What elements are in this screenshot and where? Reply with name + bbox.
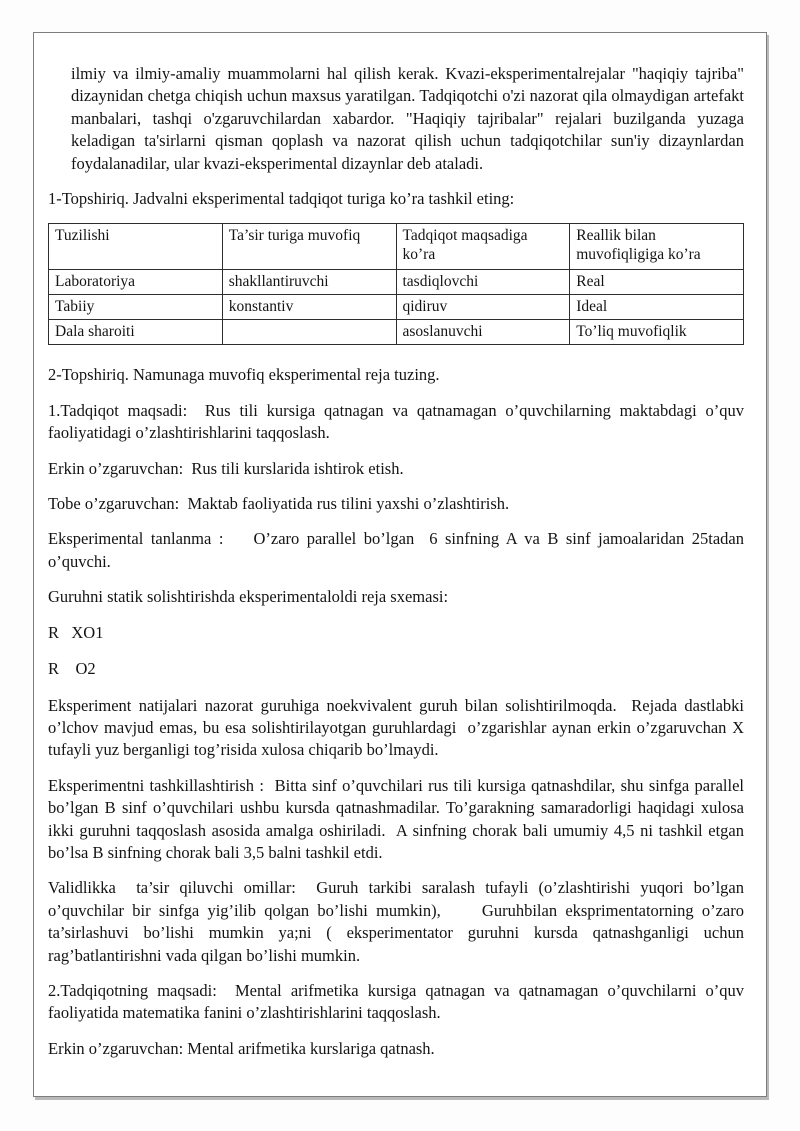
table-header-cell-structure: Tuzilishi	[49, 224, 223, 270]
table-header-row	[49, 224, 744, 270]
table-row	[49, 320, 744, 345]
table-header-cell-research-goal: Tadqiqot maqsadiga ko’ra	[396, 224, 570, 270]
document-page	[33, 32, 767, 1097]
table-row	[49, 270, 744, 295]
table-header-cell-effect-type: Ta’sir turiga muvofiq	[222, 224, 396, 270]
intro-paragraph: ilmiy va ilmiy-amaliy muammolarni hal qilish kerak. Kvazi-eksperimentalrejalar "haqiqiy tajriba" dizaynidan chetga chiqish uchun maxsus yaratilgan. Tadqiqotchi o'zi nazorat qila olmaydigan artefakt manbalari, tashqi o'zgaruvchilardan xabardor. "Haqiqiy tajribalar" rejalari buzilganda yuzaga keladigan ta'sirlarni qisman qoplash va nazorat qilish uchun tadqiqotchilar sun'iy dizaynlardan foydalanadilar, ular kvazi-eksperimental dizaynlar deb ataladi.	[71, 64, 744, 173]
table-cell: To’liq muvofiqlik	[570, 320, 744, 345]
experimental-sample-paragraph: Eksperimental tanlanma : O’zaro parallel bo’lgan 6 sinfning A va B sinf jamoalaridan 25tadan o’quvchi.	[48, 529, 744, 571]
research1-goal-paragraph: 1.Tadqiqot maqsadi: Rus tili kursiga qatnagan va qatnamagan o’quvchilarning maktabdagi o’quv faoliyatidagi o’zlashtirishlarini taqqoslash.	[48, 400, 744, 443]
independent-variable-2-paragraph: Erkin o’zgaruvchan: Mental arifmetika kurslariga qatnash.	[48, 1038, 435, 1058]
table-cell: tasdiqlovchi	[396, 270, 570, 295]
research2-goal-paragraph: 2.Tadqiqotning maqsadi: Mental arifmetika kursiga qatnagan va qatnamagan o’quvchilarni o’quv faoliyatida matematika fanini o’zlashtirishlarini taqqoslash.	[48, 980, 744, 1023]
scheme-label-paragraph: Guruhni statik solishtirishda eksperimentaloldi reja sxemasi:	[48, 587, 449, 607]
table-cell: Ideal	[570, 295, 744, 320]
table-cell: konstantiv	[222, 295, 396, 320]
task2-heading: 2-Topshiriq. Namunaga muvofiq eksperimental reja tuzing.	[48, 365, 440, 385]
table-cell: Real	[570, 270, 744, 295]
table-cell: asoslanuvchi	[396, 320, 570, 345]
validity-factors-paragraph: Validlikka ta’sir qiluvchi omillar: Guruh tarkibi saralash tufayli (o’zlashtirishi yuqori bo’lgan o’quvchilar bir sinfga yig’ilib qolgan bo’lishi mumkin), Guruhbilan eksprimentatorning o’zaro ta’sirlashuvi bo’lishi mumkin ya;ni ( eksperimentator guruhni kursda qatnashganligi uchun rag’batlantirishni vada qilgan bo’lishi mumkin.	[48, 878, 744, 965]
table-header-cell-reality-match: Reallik bilan muvofiqligiga ko’ra	[570, 224, 744, 270]
scheme-line-r-xo1: R XO1	[48, 622, 104, 642]
task1-heading: 1-Topshiriq. Jadvalni eksperimental tadqiqot turiga ko’ra tashkil eting:	[48, 189, 515, 209]
experiment-types-table	[48, 223, 744, 345]
table-cell: qidiruv	[396, 295, 570, 320]
scheme-line-r-o2: R O2	[48, 659, 96, 679]
table-cell: shakllantiruvchi	[222, 270, 396, 295]
table-cell	[222, 320, 396, 345]
results-comparison-paragraph: Eksperiment natijalari nazorat guruhiga noekvivalent guruh bilan solishtirilmoqda. Rejada dastlabki o’lchov mavjud emas, bu esa solishtirilayotgan guruhlardagi o’zgarishlar aynan erkin o’zgaruvchan X tufayli yuz berganligi tog’risida xulosa chiqarib bo’lmaydi.	[48, 695, 744, 760]
independent-variable-1-paragraph: Erkin o’zgaruvchan: Rus tili kurslarida ishtirok etish.	[48, 458, 404, 478]
table-row	[49, 295, 744, 320]
table-cell: Laboratoriya	[49, 270, 223, 295]
dependent-variable-1-paragraph: Tobe o’zgaruvchan: Maktab faoliyatida rus tilini yaxshi o’zlashtirish.	[48, 494, 510, 514]
experiment-organization-paragraph: Eksperimentni tashkillashtirish : Bitta sinf o’quvchilari rus tili kursiga qatnashdilar, shu sinfga parallel bo’lgan B sinf o’quvchilari ushbu kursda qatnashmadilar. To’garakning samaradorligi haqidagi xulosa ikki guruhni taqqoslash asosida amalga oshiriladi. A sinfning chorak bali umumiy 4,5 ni tashkil etgan bo’lsa B sinfning chorak bali 3,5 balni tashkil etdi.	[48, 775, 744, 862]
table-cell: Tabiiy	[49, 295, 223, 320]
table-cell: Dala sharoiti	[49, 320, 223, 345]
